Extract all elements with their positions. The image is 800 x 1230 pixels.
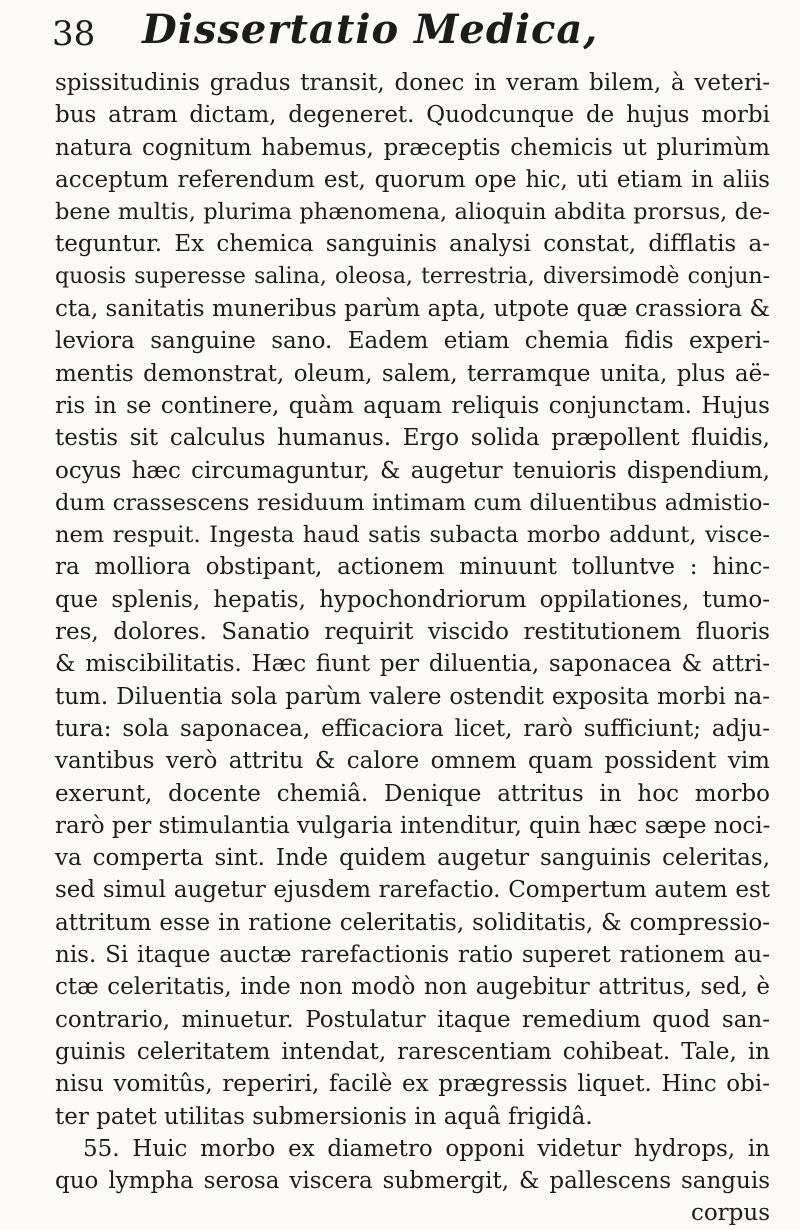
text-line: testis sit calculus humanus. Ergo solida præpollent fluidis,: [55, 425, 770, 452]
text-line: res, dolores. Sanatio requirit viscido restitutionem fluoris: [55, 619, 770, 646]
text-line: rarò per stimulantia vulgaria intenditur, quin hæc sæpe noci-: [55, 812, 771, 839]
text-line: bene multis, plurima phænomena, alioquin abdita prorsus, de-: [55, 199, 770, 226]
catchword: corpus: [690, 1200, 770, 1227]
page-header: [0, 4, 800, 64]
text-line: sed simul augetur ejusdem rarefactio. Compertum autem est: [55, 877, 770, 904]
text-line: nem respuit. Ingesta haud satis subacta morbo addunt, visce-: [55, 522, 770, 549]
text-line: cta, sanitatis muneribus parùm apta, utpote quæ crassiora &: [55, 296, 770, 323]
text-line: mentis demonstrat, oleum, salem, terramque unita, plus aë-: [55, 360, 770, 387]
text-line: tura: sola saponacea, efficaciora licet, rarò sufficiunt; adju-: [55, 715, 770, 742]
page-number: 38: [52, 14, 96, 54]
text-line: vantibus verò attritu & calore omnem quam possident vim: [55, 748, 770, 775]
text-line: teguntur. Ex chemica sanguinis analysi constat, difflatis a-: [55, 231, 770, 258]
text-line: que splenis, hepatis, hypochondriorum oppilationes, tumo-: [55, 586, 770, 613]
text-line: nis. Si itaque auctæ rarefactionis ratio superet rationem au-: [55, 942, 770, 969]
text-line: guinis celeritatem intendat, rarescentiam cohibeat. Tale, in: [55, 1038, 770, 1065]
text-line: dum crassescens residuum intimam cum diluentibus admistio-: [55, 489, 770, 516]
text-line: & miscibilitatis. Hæc fiunt per diluentia, saponacea & attri-: [55, 651, 770, 678]
text-line: quo lympha serosa viscera submergit, & pallescens sanguis: [55, 1168, 770, 1195]
text-line: attritum esse in ratione celeritatis, soliditatis, & compressio-: [55, 909, 770, 936]
text-line: ocyus hæc circumaguntur, & augetur tenuioris dispendium,: [55, 457, 770, 484]
text-line: va comperta sint. Inde quidem augetur sanguinis celeritas,: [55, 845, 770, 872]
text-line: ctæ celeritatis, inde non modò non augebitur attritus, sed, è: [55, 974, 770, 1001]
text-line: contrario, minuetur. Postulatur itaque remedium quod san-: [55, 1006, 770, 1033]
text-line: nisu vomitûs, reperiri, facilè ex prægressis liquet. Hinc obi-: [55, 1071, 770, 1098]
text-line: ter patet utilitas submersionis in aquâ frigidâ.: [55, 1103, 593, 1130]
text-line: quosis superesse salina, oleosa, terrestria, diversimodè conjun-: [55, 263, 770, 289]
text-line: leviora sanguine sano. Eadem etiam chemia fidis experi-: [55, 328, 770, 355]
body-text: [55, 67, 770, 1230]
text-line: bus atram dictam, degeneret. Quodcunque de hujus morbi: [55, 102, 770, 129]
running-title: Dissertatio Medica,: [142, 6, 599, 53]
text-line: ra molliora obstipant, actionem minuunt tolluntve : hinc-: [55, 554, 770, 581]
text-line: tum. Diluentia sola parùm valere ostendit exposita morbi na-: [55, 683, 770, 710]
text-line: natura cognitum habemus, præceptis chemicis ut plurimùm: [55, 134, 770, 161]
paragraph-start-line: 55. Huic morbo ex diametro opponi videtur hydrops, in: [83, 1135, 770, 1162]
text-line: spissitudinis gradus transit, donec in veram bilem, à veteri-: [55, 70, 770, 96]
text-line: exerunt, docente chemiâ. Denique attritus in hoc morbo: [55, 780, 770, 807]
text-line: ris in se continere, quàm aquam reliquis conjunctam. Hujus: [55, 392, 770, 419]
text-line: acceptum referendum est, quorum ope hic, uti etiam in aliis: [55, 166, 770, 193]
